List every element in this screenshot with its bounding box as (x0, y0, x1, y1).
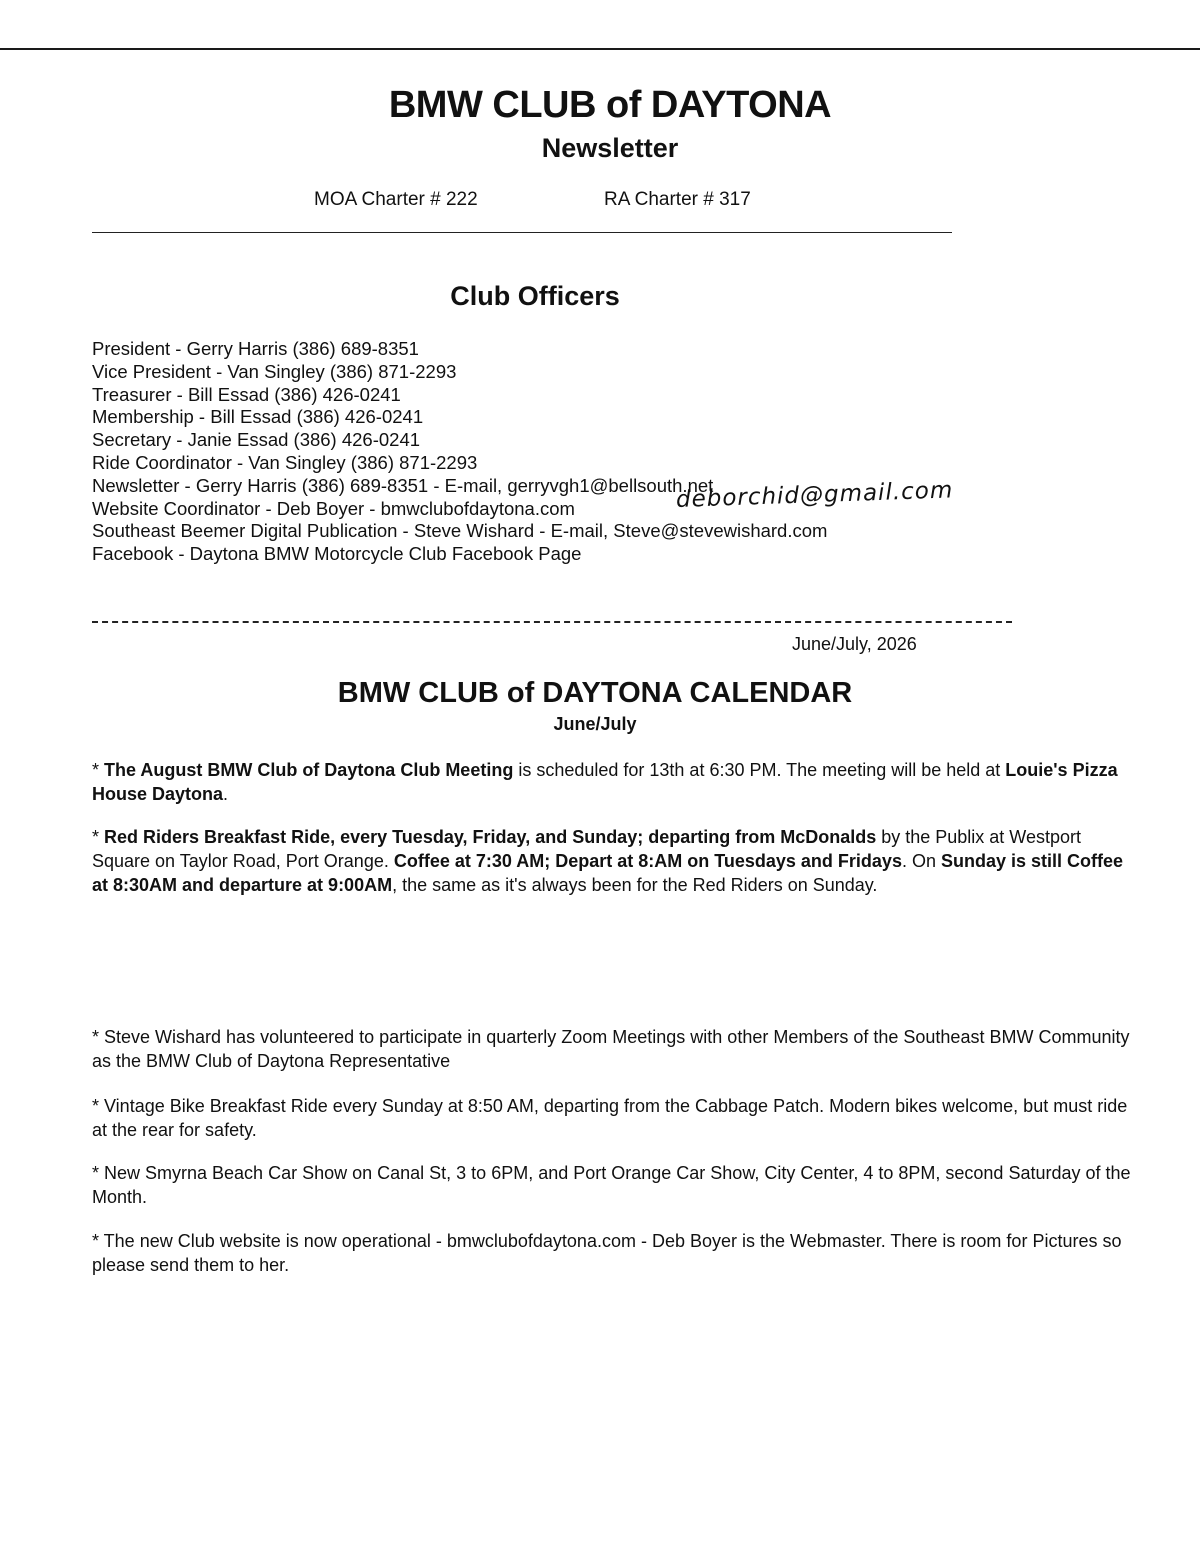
calendar-item: * The new Club website is now operational - bmwclubofdaytona.com - Deb Boyer is the Webmaster. There is room for Pictures so please send them to her. (92, 1231, 1122, 1275)
officer-line: Ride Coordinator - Van Singley (386) 871-2293 (92, 451, 478, 473)
ra-charter: RA Charter # 317 (604, 189, 751, 210)
officer-line: Vice President - Van Singley (386) 871-2293 (92, 360, 457, 382)
officer-line: Website Coordinator - Deb Boyer - bmwclubofdaytona.com (92, 497, 575, 519)
calendar-item: * New Smyrna Beach Car Show on Canal St, 3 to 6PM, and Port Orange Car Show, City Center, 4 to 8PM, second Saturday of the Month. (92, 1163, 1131, 1207)
calendar-subheading: June/July (553, 714, 637, 734)
moa-charter: MOA Charter # 222 (314, 189, 478, 210)
red-riders-paragraph: * Red Riders Breakfast Ride, every Tuesday, Friday, and Sunday; departing from McDonalds by the Publix at Westport Square on Taylor Road, Port Orange. Coffee at 7:30 AM; Depart at 8:AM on Tuesdays and Fridays. On Sunday is still Coffee at 8:30AM and departure at 9:00AM, the same as it's always been for the Red Riders on Sunday. (92, 827, 1124, 895)
calendar-item: * Vintage Bike Breakfast Ride every Sunday at 8:50 AM, departing from the Cabbage Patch. Modern bikes welcome, but must ride at the rear for safety. (92, 1096, 1128, 1140)
section-divider (92, 621, 1012, 623)
meeting-paragraph: * The August BMW Club of Daytona Club Meeting is scheduled for 13th at 6:30 PM. The meeting will be held at Louie's Pizza House Daytona. (92, 760, 1118, 804)
officer-line: Treasurer - Bill Essad (386) 426-0241 (92, 383, 401, 405)
officer-line: Newsletter - Gerry Harris (386) 689-8351 - E-mail, gerryvgh1@bellsouth.net (92, 474, 714, 496)
officer-line: Secretary - Janie Essad (386) 426-0241 (92, 429, 421, 451)
officer-line: President - Gerry Harris (386) 689-8351 (92, 338, 419, 359)
officers-list (92, 338, 827, 566)
top-rule (0, 48, 1200, 50)
newsletter-title: BMW CLUB of DAYTONA (388, 84, 832, 126)
officer-line: Southeast Beemer Digital Publication - Steve Wishard - E-mail, Steve@stevewishard.com (92, 520, 828, 542)
calendar-heading: BMW CLUB of DAYTONA CALENDAR (337, 677, 853, 709)
issue-date: June/July, 2026 (792, 634, 917, 654)
calendar-item: * Steve Wishard has volunteered to participate in quarterly Zoom Meetings with other Members of the Southeast BMW Community as the BMW Club of Daytona Representative (92, 1027, 1130, 1071)
officer-line: Membership - Bill Essad (386) 426-0241 (92, 406, 424, 428)
handwritten-email-note: deborchid@gmail.com (675, 477, 954, 513)
officer-line: Facebook - Daytona BMW Motorcycle Club Facebook Page (92, 543, 582, 565)
header-rule (92, 232, 952, 233)
newsletter-subtitle: Newsletter (541, 133, 679, 163)
officers-heading: Club Officers (450, 281, 620, 311)
